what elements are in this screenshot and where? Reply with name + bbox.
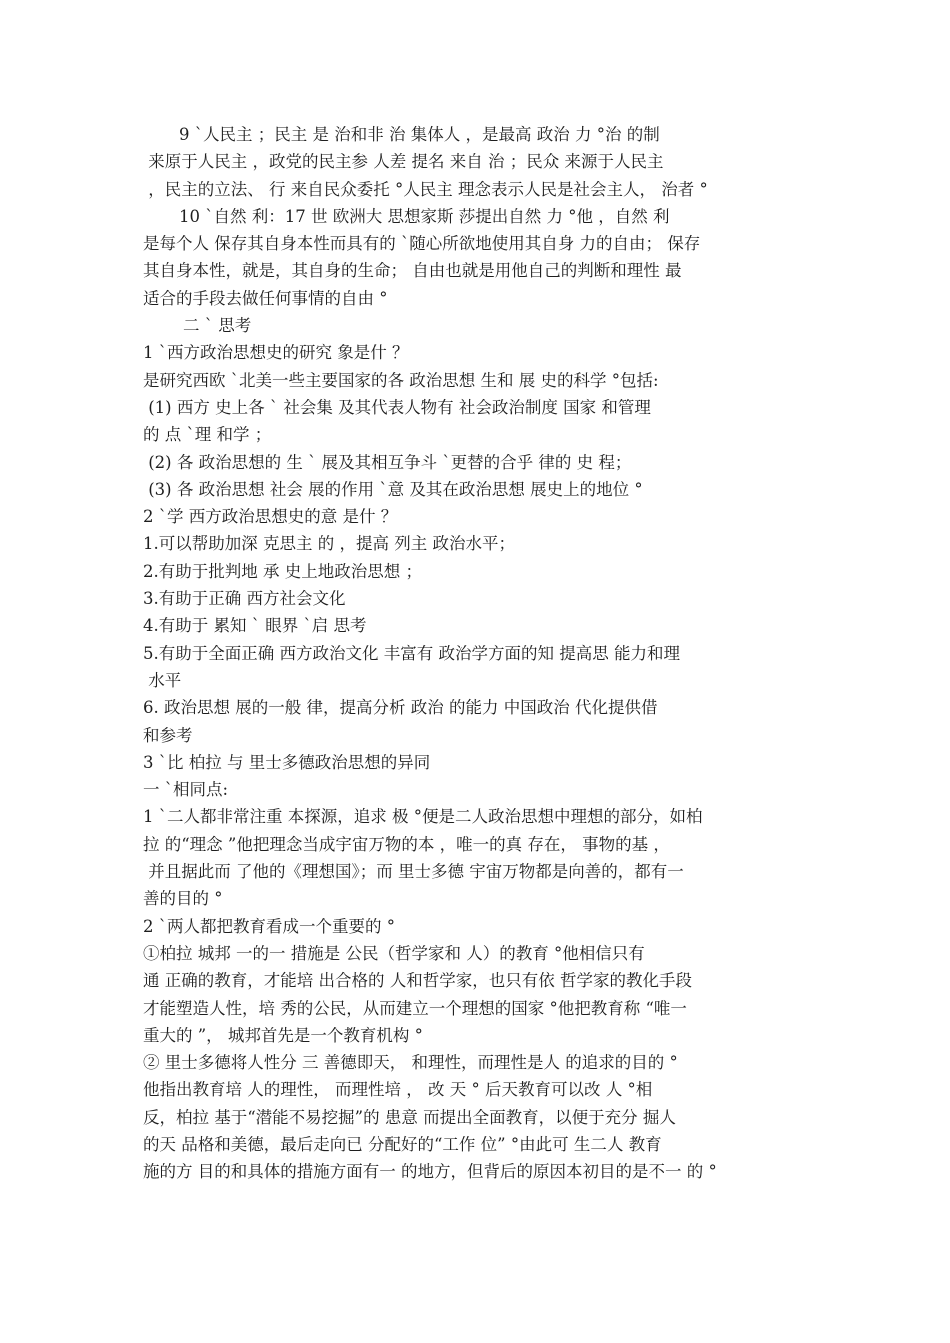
text-line: 的天 品格和美德，最后走向已 分配好的“工作 位” °由此可 生二人 教育 <box>143 1134 662 1154</box>
question-heading: 1 `西方政治思想史的研究 象是什 ？ <box>143 343 409 363</box>
text-line: 他指出教育培 人的理性， 而理性培 ， 改 天 ° 后天教育可以改 人 °相 <box>143 1080 653 1100</box>
text-line: 10 `自然 利：17 世 欧洲大 思想家斯 莎提出自然 力 °他 ，自然 利 <box>179 206 670 226</box>
question-heading: 3 `比 柏拉 与 里士多德政治思想的异同 <box>143 752 431 772</box>
list-item: 5.有助于全面正确 西方政治文化 丰富有 政治学方面的知 提高思 能力和理 <box>143 643 680 663</box>
text-line: 的 点 `理 和学 ； <box>143 425 272 445</box>
text-line: 2 `两人都把教育看成一个重要的 ° <box>143 916 395 936</box>
section-heading: 二 ` 思考 <box>183 316 252 336</box>
list-item: 4.有助于 累知 ` 眼界 `启 思考 <box>143 616 367 636</box>
text-line: 是每个人 保存其自身本性而具有的 `随心所欲地使用其自身 力的自由； 保存 <box>143 234 701 254</box>
text-line: 才能塑造人性，培 秀的公民，从而建立一个理想的国家 °他把教育称 “唯一 <box>143 998 687 1018</box>
text-line: 其自身本性，就是，其自身的生命； 自由也就是用他自己的判断和理性 最 <box>143 261 682 281</box>
subsection-heading: 一 `相同点: <box>143 780 229 800</box>
list-item: (2) 各 政治思想的 生 ` 展及其相互争斗 `更替的合乎 律的 史 程； <box>143 452 632 472</box>
text-line: 和参考 <box>143 725 193 745</box>
list-item: 6. 政治思想 展的一般 律，提高分析 政治 的能力 中国政治 代化提供借 <box>143 698 658 718</box>
text-line: 是研究西欧 `北美一些主要国家的各 政治思想 生和 展 史的科学 °包括: <box>143 370 659 390</box>
text-line: ② 里士多德将人性分 三 善德即天， 和理性，而理性是人 的追求的目的 ° <box>143 1053 678 1073</box>
text-line: 拉 的“理念 ”他把理念当成宇宙万物的本 ，唯一的真 存在， 事物的基 ， <box>143 834 670 854</box>
list-item: 2.有助于批判地 承 史上地政治思想 ； <box>143 561 422 581</box>
text-line: 并且据此而 了他的《理想国》；而 里士多德 宇宙万物都是向善的，都有一 <box>143 862 684 882</box>
question-heading: 2 `学 西方政治思想史的意 是什 ？ <box>143 507 398 527</box>
text-line: 善的目的 ° <box>143 889 223 909</box>
text-line: 9 `人民主 ；民主 是 治和非 治 集体人 ，是最高 政治 力 °治 的制 <box>179 125 660 144</box>
list-item: (3) 各 政治思想 社会 展的作用 `意 及其在政治思想 展史上的地位 ° <box>143 479 643 499</box>
text-line: ，民主的立法、 行 来自民众委托 °人民主 理念表示人民是社会主人， 治者 ° <box>143 179 708 199</box>
text-line: 施的方 目的和具体的措施方面有一 的地方，但背后的原因本初目的是不一 的 ° <box>143 1162 717 1182</box>
list-item: 1.可以帮助加深 克思主 的 ，提高 列主 政治水平； <box>143 534 515 554</box>
text-line: ①柏拉 城邦 一的一 措施是 公民（哲学家和 人）的教育 °他相信只有 <box>143 943 645 963</box>
list-item: (1) 西方 史上各 ` 社会集 及其代表人物有 社会政治制度 国家 和管理 <box>143 397 651 417</box>
text-line: 来原于人民主 ，政党的民主参 人差 提名 来自 治 ；民众 来源于人民主 <box>143 152 664 172</box>
text-line: 反，柏拉 基于“潜能不易挖掘”的 患意 而提出全面教育，以便于充分 掘人 <box>143 1107 676 1127</box>
text-line: 适合的手段去做任何事情的自由 ° <box>143 288 388 308</box>
text-line: 通 正确的教育，才能培 出合格的 人和哲学家，也只有依 哲学家的教化手段 <box>143 971 692 991</box>
text-line: 水平 <box>143 670 182 690</box>
text-line: 重大的 ”， 城邦首先是一个教育机构 ° <box>143 1025 423 1045</box>
list-item: 3.有助于正确 西方社会文化 <box>143 589 346 609</box>
text-line: 1 `二人都非常注重 本探源，追求 极 °便是二人政治思想中理想的部分，如柏 <box>143 807 703 827</box>
document-body <box>143 121 815 1186</box>
